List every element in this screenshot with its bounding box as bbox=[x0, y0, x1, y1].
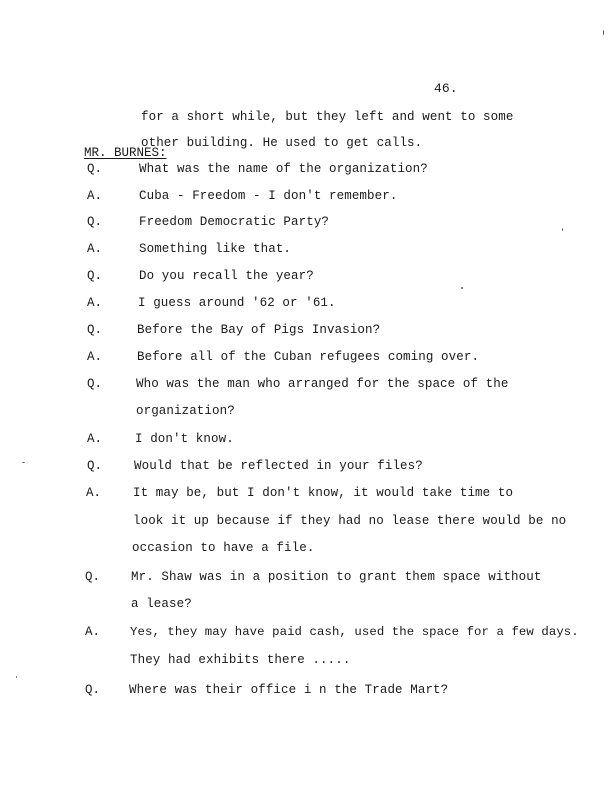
question-text: Would that be reflected in your files? bbox=[134, 459, 423, 473]
answer-text: occasion to have a file. bbox=[132, 541, 315, 555]
answer-label: A. bbox=[87, 189, 103, 203]
answer-label: A. bbox=[86, 486, 102, 500]
answer-text: Cuba - Freedom - I don't remember. bbox=[139, 189, 398, 203]
question-text: Mr. Shaw was in a position to grant them space without bbox=[131, 570, 542, 584]
continuation-line: other building. He used to get calls. bbox=[141, 136, 423, 150]
question-label: Q. bbox=[85, 570, 101, 584]
question-text: Who was the man who arranged for the space of the bbox=[136, 377, 509, 391]
answer-label: A. bbox=[87, 350, 103, 364]
answer-text: Yes, they may have paid cash, used the space for a few days. bbox=[130, 625, 579, 639]
scan-speck bbox=[603, 30, 604, 35]
scan-speck bbox=[22, 462, 25, 463]
answer-text: They had exhibits there ..... bbox=[130, 653, 351, 667]
question-text: Before the Bay of Pigs Invasion? bbox=[137, 323, 381, 337]
question-label: Q. bbox=[87, 215, 103, 229]
answer-text: Before all of the Cuban refugees coming over. bbox=[137, 350, 480, 364]
answer-label: A. bbox=[87, 242, 103, 256]
question-label: Q. bbox=[87, 323, 103, 337]
question-label: Q. bbox=[87, 459, 103, 473]
scan-speck bbox=[461, 287, 463, 289]
speaker-label: MR. BURNES: bbox=[84, 146, 167, 160]
answer-text: Something like that. bbox=[139, 242, 292, 256]
answer-text: look it up because if they had no lease there would be no bbox=[133, 514, 567, 528]
question-text: Freedom Democratic Party? bbox=[139, 215, 330, 229]
answer-label: A. bbox=[87, 296, 103, 310]
question-text: Do you recall the year? bbox=[139, 269, 314, 283]
answer-text: I don't know. bbox=[135, 432, 234, 446]
answer-label: A. bbox=[85, 625, 101, 639]
scan-speck bbox=[562, 228, 563, 231]
scan-speck bbox=[16, 676, 17, 678]
question-text: a lease? bbox=[131, 597, 192, 611]
question-label: Q. bbox=[87, 377, 103, 391]
question-text: Where was their office i n the Trade Mart? bbox=[129, 683, 449, 697]
answer-text: It may be, but I don't know, it would take time to bbox=[133, 486, 514, 500]
question-text: What was the name of the organization? bbox=[139, 162, 428, 176]
question-label: Q. bbox=[85, 683, 101, 697]
question-label: Q. bbox=[87, 269, 103, 283]
answer-label: A. bbox=[87, 432, 103, 446]
continuation-line: for a short while, but they left and went to some bbox=[141, 110, 514, 124]
question-text: organization? bbox=[136, 404, 235, 418]
answer-text: I guess around '62 or '61. bbox=[138, 296, 336, 310]
page-number: 46. bbox=[434, 81, 458, 96]
question-label: Q. bbox=[87, 162, 103, 176]
